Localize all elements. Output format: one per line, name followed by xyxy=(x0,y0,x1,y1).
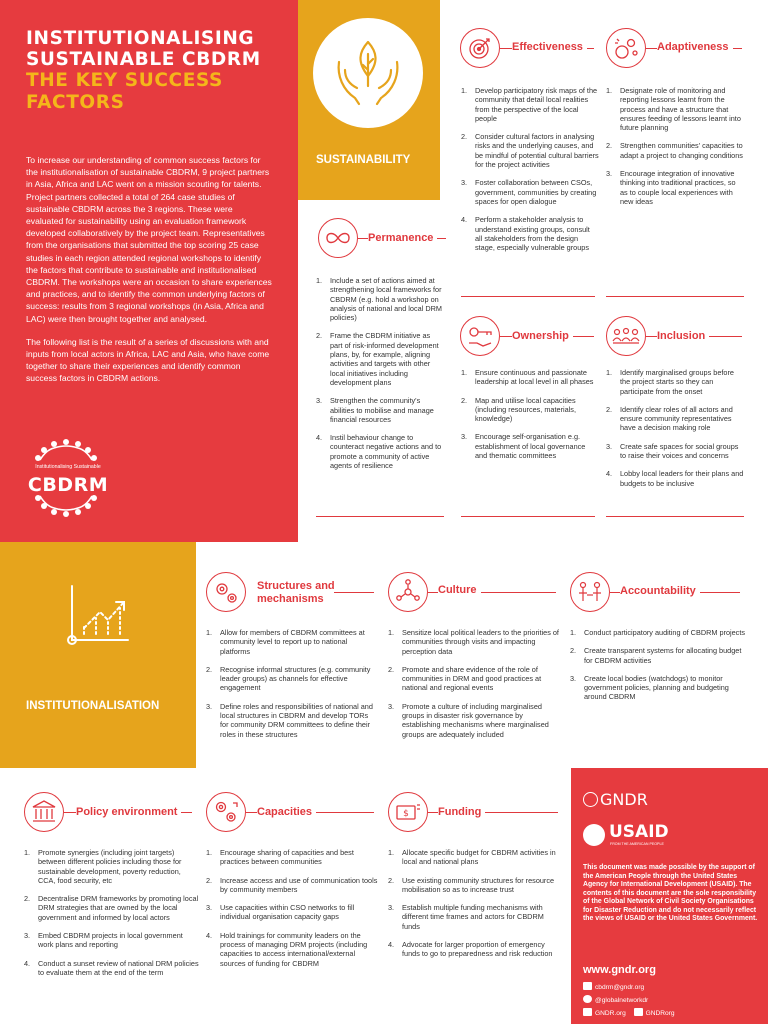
logo-big-text: CBDRM xyxy=(27,474,109,496)
disclaimer-text: This document was made possible by the support of the American People through the United States Agency for International Development (USAID). The contents of this document are the sole responsibility of the Global Network of Civil Society Organisations for Disaster Reduction and do not necessarily reflect the views of USAID or the United States Government. xyxy=(583,864,758,922)
effectiveness-bottom-divider xyxy=(461,296,595,297)
facebook-contact[interactable]: GNDR.org GNDRorg xyxy=(583,1008,675,1018)
policy-environment-list xyxy=(24,848,200,986)
structures-icon xyxy=(206,572,246,612)
list-item: 1. Sensitize local political leaders to the priorities of communities through visits and impacting perception data xyxy=(388,628,559,656)
adaptiveness-list xyxy=(606,86,744,215)
institutionalisation-label: INSTITUTIONALISATION xyxy=(26,700,160,712)
permanence-icon xyxy=(318,218,358,258)
ownership-bottom-divider xyxy=(461,516,595,517)
sustainability-emblem xyxy=(313,18,423,128)
structures-divider xyxy=(334,592,374,593)
institutionalisation-panel xyxy=(0,542,196,768)
list-item: 1. Encourage sharing of capacities and best practices between communities xyxy=(206,848,354,867)
globe-icon xyxy=(583,792,598,807)
culture-icon xyxy=(388,572,428,612)
facebook-icon xyxy=(634,1008,643,1016)
list-item: 2. Recognise informal structures (e.g. community leader groups) as channels for effective engagement xyxy=(206,664,371,693)
list-item: 2. Identify clear roles of all actors and ensure community representatives have a decision making role xyxy=(606,404,733,433)
list-item: 3. Promote a culture of including marginalised groups in disaster risk governance by establishing mechanisms where marginalised groups are adequately included xyxy=(388,701,549,739)
accountability-list xyxy=(570,628,750,711)
facebook-icon xyxy=(583,1008,592,1016)
list-item: 3. Strengthen the community's abilities to mobilise and manage financial resources xyxy=(316,396,434,424)
capacities-title: Capacities xyxy=(257,806,316,819)
list-item: 1. Allocate specific budget for CBDRM activities in local and national plans xyxy=(388,848,556,867)
structures-title: Structures and mechanisms xyxy=(257,580,335,605)
list-item: 3. Embed CBDRM projects in local government work plans and reporting xyxy=(24,931,183,950)
svg-text:$: $ xyxy=(403,809,409,819)
list-item: 2. Increase access and use of communication tools by community members xyxy=(206,875,378,894)
twitter-icon xyxy=(583,995,592,1003)
structures-list xyxy=(206,628,378,748)
intro-panel xyxy=(0,0,298,542)
adaptiveness-title: Adaptiveness xyxy=(657,41,733,54)
list-item: 4. Advocate for larger proportion of emergency funds to go to preparedness and risk reduction xyxy=(388,940,553,959)
list-item: 2. Create transparent systems for allocating budget for CBDRM activities xyxy=(570,646,742,665)
list-item: 4. Hold trainings for community leaders on the process of managing DRM projects (including capacities to access international/external sources of funding for CBDRM xyxy=(206,930,368,968)
intro-paragraph-1: To increase our understanding of common success factors for the institutionalisation of sustainable CBDRM, 9 project partners in Asia, Africa and LAC went on a mission scouting for talents. Project partners collected a total of 264 case studies of sustainable CBDRM across the 3 regions. These were evaluated for sustainability using an evaluation framework developed collaboratively by the project team. Representatives from the organisations that submitted the top scoring 25 case studies in each region attended regional workshops to identify the factors that contribute to sustainable and institutionalised CBDRM. The workshops were an occasion to share experiences and practices, and to identify the common underlying factors of success: results from 3 regional workshops (in Asia, Africa and LAC) were then brought together and analysed. xyxy=(26,155,272,324)
inclusion-title: Inclusion xyxy=(657,330,709,343)
list-item: 1. Conduct participatory auditing of CBDRM projects xyxy=(570,628,746,637)
cbdrm-logo xyxy=(26,434,110,520)
list-item: 1. Develop participatory risk maps of the community that detail local realities from the perspective of the local people xyxy=(461,86,598,123)
permanence-title: Permanence xyxy=(368,232,437,245)
usaid-seal-icon xyxy=(583,824,605,846)
list-item: 2. Strengthen communities' capacities to adapt a project to changing conditions xyxy=(606,141,743,160)
culture-list xyxy=(388,628,560,748)
growth-chart-icon xyxy=(62,578,134,650)
sustainability-panel xyxy=(298,0,440,200)
list-item: 2. Decentralise DRM frameworks by promoting local DRM strategies that are owned by the local government and informed by local actors xyxy=(24,894,199,922)
list-item: 3. Encourage self-organisation e.g. establishment of local governance and thematic committees xyxy=(461,432,586,461)
title-line-1: INSTITUTIONALISING xyxy=(26,28,255,49)
permanence-list xyxy=(316,276,444,479)
list-item: 4. Conduct a sunset review of national DRM policies to evaluate them at the end of the term xyxy=(24,958,199,977)
email-icon xyxy=(583,982,592,990)
list-item: 2. Map and utilise local capacities (including resources, materials, knowledge) xyxy=(461,395,576,424)
effectiveness-list xyxy=(461,86,599,261)
list-item: 2. Promote and share evidence of the role of communities in DRM and good practices at national and regional events xyxy=(388,664,542,693)
sponsor-panel xyxy=(571,768,768,1024)
usaid-tagline: FROM THE AMERICAN PEOPLE xyxy=(610,842,664,846)
list-item: 2. Consider cultural factors in analysing risks and the underlying causes, and be mindful of potential cultural barriers for the project activities xyxy=(461,132,599,170)
sustainability-label: SUSTAINABILITY xyxy=(316,154,411,166)
list-item: 4. Lobby local leaders for their plans and budgets to be inclusive xyxy=(606,469,744,488)
list-item: 3. Define roles and responsibilities of national and local structures in CBDRM and develop TORs for community DRM committees to define their roles in these structures xyxy=(206,701,373,739)
policy-environment-title: Policy environment xyxy=(76,806,181,819)
ownership-icon xyxy=(460,316,500,356)
list-item: 3. Create local bodies (watchdogs) to monitor government policies, planning and budgeting around CBDRM xyxy=(570,673,729,702)
list-item: 3. Foster collaboration between CSOs, government, communities by creating spaces for open dialogue xyxy=(461,178,597,206)
inclusion-list xyxy=(606,368,744,497)
inclusion-icon xyxy=(606,316,646,356)
effectiveness-title: Effectiveness xyxy=(512,41,587,54)
accountability-icon xyxy=(570,572,610,612)
capacities-icon xyxy=(206,792,246,832)
capacities-list xyxy=(206,848,378,977)
culture-title: Culture xyxy=(438,584,481,597)
accountability-title: Accountability xyxy=(620,585,700,598)
hands-leaf-icon xyxy=(313,18,423,128)
permanence-bottom-divider xyxy=(316,516,444,517)
usaid-logo: USAID xyxy=(609,822,669,842)
subtitle-line-2: FACTORS xyxy=(26,92,125,113)
twitter-contact[interactable]: @globalnetworkdr xyxy=(583,995,648,1005)
website-link[interactable]: www.gndr.org xyxy=(583,964,656,976)
gndr-logo: GNDR xyxy=(583,790,648,809)
list-item: 1. Ensure continuous and passionate leadership at local level in all phases xyxy=(461,368,594,387)
logo-small-text: Institutionalising Sustainable xyxy=(35,464,101,470)
intro-paragraph-2: The following list is the result of a series of discussions with and inputs from local actors in Africa, LAC and Asia, who have come together to share their experiences and identify common success factors in CBDRM actions. xyxy=(26,336,270,384)
list-item: 3. Establish multiple funding mechanisms with different time frames and actors for CBDRM funds xyxy=(388,903,544,931)
list-item: 1. Allow for members of CBDRM committees at community level to report up to national platforms xyxy=(206,628,365,656)
adaptiveness-icon xyxy=(606,28,646,68)
email-contact[interactable]: cbdrm@gndr.org xyxy=(583,982,644,992)
list-item: 2. Use existing community structures for resource mobilisation so as to increase trust xyxy=(388,875,555,894)
funding-icon xyxy=(388,792,428,832)
list-item: 1. Promote synergies (including joint targets) between different policies including those for sustainable development, poverty reduction, CCA, food security, etc xyxy=(24,848,182,885)
policy-environment-icon xyxy=(24,792,64,832)
effectiveness-icon xyxy=(460,28,500,68)
list-item: 1. Identify marginalised groups before the project starts so they can participate from the onset xyxy=(606,368,734,396)
title-line-2: SUSTAINABLE CBDRM xyxy=(26,49,261,70)
list-item: 1. Include a set of actions aimed at strengthening local frameworks for CBDRM (e.g. hold a workshop on analysis of national and local DRM policies) xyxy=(316,276,442,323)
funding-list xyxy=(388,848,560,968)
inclusion-bottom-divider xyxy=(606,516,744,517)
list-item: 2. Frame the CBDRM initiative as part of risk-informed development plans, by, for example, aligning activities and targets with other local initiatives including development plans xyxy=(316,331,439,387)
list-item: 3. Create safe spaces for social groups to raise their voices and concerns xyxy=(606,441,739,461)
list-item: 4. Perform a stakeholder analysis to understand existing groups, consult all stakeholders from the design stage, especially vulnerable groups xyxy=(461,215,590,253)
intro-text xyxy=(26,154,272,385)
subtitle-line-1: THE KEY SUCCESS xyxy=(26,70,223,91)
adaptiveness-bottom-divider xyxy=(606,296,744,297)
funding-title: Funding xyxy=(438,806,485,819)
list-item: 4. Instil behaviour change to counteract negative actions and to promote a community of active agents of resilience xyxy=(316,433,442,471)
ownership-title: Ownership xyxy=(512,330,573,343)
list-item: 1. Designate role of monitoring and reporting lessons learnt from the process and have a structure that ensures feeding of lessons learnt into future planning xyxy=(606,86,741,133)
list-item: 3. Use capacities within CSO networks to fill individual organisation capacity gaps xyxy=(206,903,355,922)
ownership-list xyxy=(461,368,599,469)
list-item: 3. Encourage integration of innovative thinking into traditional practices, so as to couple local experiences with new ideas xyxy=(606,169,736,206)
